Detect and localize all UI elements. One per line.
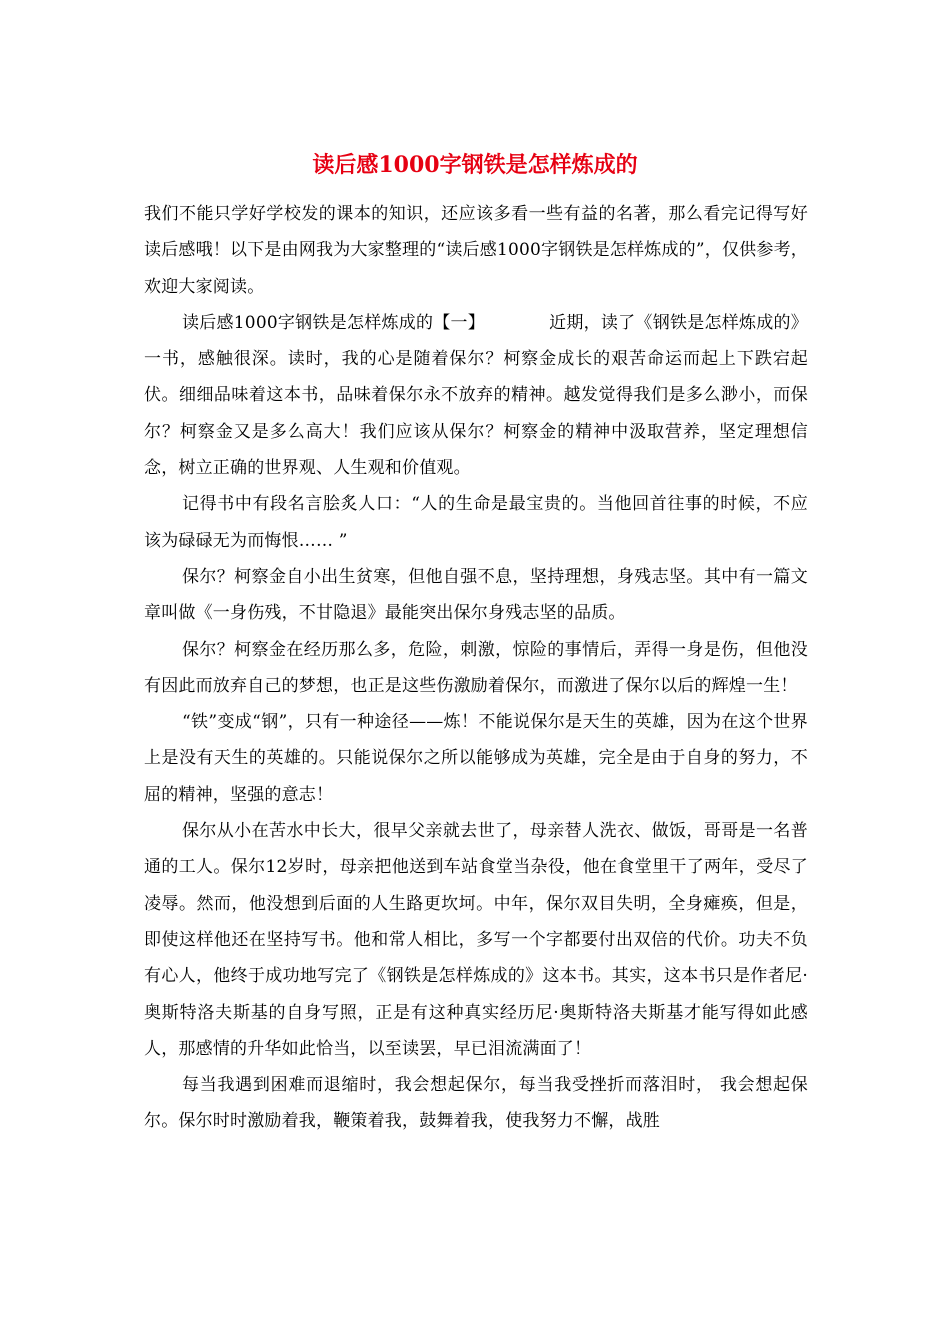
body-paragraph: 记得书中有段名言脍炙人口：“人的生命是最宝贵的。当他回首往事的时候，不应该为碌碌无为而悔恨…… ” bbox=[144, 494, 808, 551]
intro-paragraph: 我们不能只学好学校发的课本的知识，还应该多看一些有益的名著，那么看完记得写好读后感哦！以下是由网我为大家整理的“读后感1000字钢铁是怎样炼成的”，仅供参考，欢迎大家阅读。 bbox=[144, 204, 808, 297]
body-paragraph: 每当我遇到困难而退缩时，我会想起保尔，每当我受挫折而落泪时， 我会想起保尔。保尔时时激励着我，鞭策着我，鼓舞着我，使我努力不懈，战胜 bbox=[144, 1075, 808, 1132]
body-paragraph: 保尔？柯察金自小出生贫寒，但他自强不息，坚持理想，身残志坚。其中有一篇文章叫做《一身伤残，不甘隐退》最能突出保尔身残志坚的品质。 bbox=[144, 566, 808, 624]
page-title: 读后感1000字钢铁是怎样炼成的 bbox=[312, 152, 638, 178]
body-paragraph: 保尔从小在苦水中长大，很早父亲就去世了，母亲替人洗衣、做饭，哥哥是一名普通的工人。保尔12岁时，母亲把他送到车站食堂当杂役，他在食堂里干了两年，受尽了凌辱。然而，他没想到后面的人生路更坎坷。中年，保尔双目失明，全身瘫痪，但是，即使这样他还在坚持写书。他和常人相比，多写一个字都要付出双倍的代价。功夫不负有心人，他终于成功地写完了《钢铁是怎样炼成的》这本书。其实，这本书只是作者尼·奥斯特洛夫斯基的自身写照，正是有这种真实经历尼·奥斯特洛夫斯基才能写得如此感人，那感情的升华如此恰当，以至读罢，早已泪流满面了！ bbox=[144, 821, 808, 1059]
section-heading: 读后感1000字钢铁是怎样炼成的【一】 bbox=[182, 312, 486, 333]
body-paragraph: “铁”变成“钢”，只有一种途径——炼！不能说保尔是天生的英雄，因为在这个世界上是没有天生的英雄的。只能说保尔之所以能够成为英雄，完全是由于自身的努力，不屈的精神，坚强的意志！ bbox=[144, 712, 808, 805]
section-paragraph bbox=[144, 305, 808, 486]
document-body bbox=[144, 196, 808, 1140]
body-paragraph: 保尔？柯察金在经历那么多，危险，刺激，惊险的事情后，弄得一身是伤，但他没有因此而放弃自己的梦想，也正是这些伤激励着保尔，而激进了保尔以后的辉煌一生！ bbox=[144, 639, 808, 696]
section-first-text: 近期，读了《钢铁是怎样炼成的》一书，感触很深。读时，我的心是随着保尔？柯察金成长的艰苦命运而起上下跌宕起伏。细细品味着这本书，品味着保尔永不放弃的精神。越发觉得我们是多么渺小，而保尔？柯察金又是多么高大！我们应该从保尔？柯察金的精神中汲取营养，坚定理想信念，树立正确的世界观、人生观和价值观。 bbox=[144, 312, 808, 479]
